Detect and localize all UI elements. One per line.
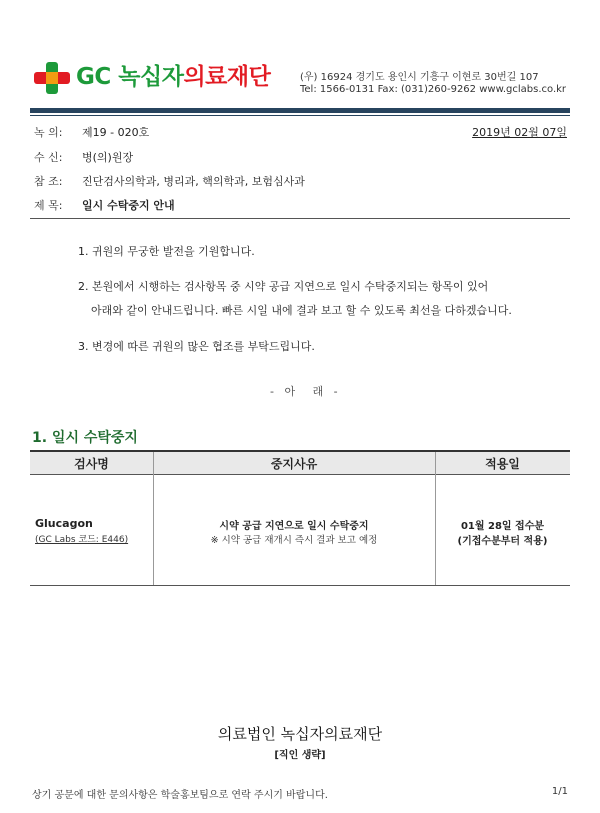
logo-wordmark xyxy=(76,58,270,91)
section-title: 1. 일시 수탁중지 xyxy=(32,430,138,446)
cc-label: 참 조: xyxy=(34,175,63,188)
cc-value: 진단검사의학과, 병리과, 핵의학과, 보험심사과 xyxy=(82,175,305,188)
issuer-name: 의료법인 녹십자의료재단 xyxy=(217,725,383,743)
table-cell-test-name: Glucagon xyxy=(35,517,93,530)
table-cell-test-code: (GC Labs 코드: E446) xyxy=(35,535,129,545)
header-contact: Tel: 1566-0131 Fax: (031)260-9262 www.gclabs.co.kr xyxy=(300,84,567,95)
paragraph-2-line2: 아래와 같이 안내드립니다. 빠른 시일 내에 결과 보고 할 수 있도록 최선을 다하겠습니다. xyxy=(91,304,512,317)
meta-rule xyxy=(30,218,570,219)
page-number: 1/1 xyxy=(551,786,568,797)
to-label: 수 신: xyxy=(34,151,63,164)
below-heading: - 아 래 - xyxy=(270,385,338,398)
paragraph-2-line1: 2. 본원에서 시행하는 검사항목 중 시약 공급 지연으로 일시 수탁중지되는 항목이 있어 xyxy=(78,280,489,293)
table-cell-reason-note: ※ 시약 공급 재개시 즉시 결과 보고 예정 xyxy=(210,535,378,546)
logo-red-text: 의료재단 xyxy=(183,64,271,90)
table-cell-reason: 시약 공급 지연으로 일시 수탁중지 xyxy=(219,521,369,532)
table-cell-apply-date-note: (기접수분부터 적용) xyxy=(457,536,548,547)
doc-no-value: 제19 - 020호 xyxy=(82,126,150,139)
table-bottom-rule xyxy=(30,585,570,586)
table-header-test-name: 검사명 xyxy=(74,457,109,471)
doc-date: 2019년 02월 07일 xyxy=(472,126,567,139)
logo-gc: GC xyxy=(76,64,111,90)
logo-green-text: 녹십자 xyxy=(118,64,184,90)
table-header-apply-date: 적용일 xyxy=(485,457,520,471)
seal-omitted: [직인 생략] xyxy=(274,750,326,761)
header-rule-thin xyxy=(30,115,570,116)
subject-value: 일시 수탁중지 안내 xyxy=(82,199,175,212)
table-header-reason: 중지사유 xyxy=(270,457,318,471)
to-value: 병(의)원장 xyxy=(82,151,134,164)
table-header-rule xyxy=(30,474,570,475)
paragraph-3: 3. 변경에 따른 귀원의 많은 협조를 부탁드립니다. xyxy=(78,340,315,353)
paragraph-1: 1. 귀원의 무궁한 발전을 기원합니다. xyxy=(78,245,255,258)
header-address: (우) 16924 경기도 용인시 기흥구 이현로 30번길 107 xyxy=(300,72,539,83)
gc-cross-logo-icon xyxy=(32,60,72,96)
doc-no-label: 녹 의: xyxy=(34,126,63,139)
header-rule-thick xyxy=(30,108,570,113)
footer-note: 상기 공문에 대한 문의사항은 학술홍보팀으로 연락 주시기 바랍니다. xyxy=(32,790,328,801)
table-cell-apply-date: 01월 28일 접수분 xyxy=(460,521,545,532)
subject-label: 제 목: xyxy=(34,199,63,212)
